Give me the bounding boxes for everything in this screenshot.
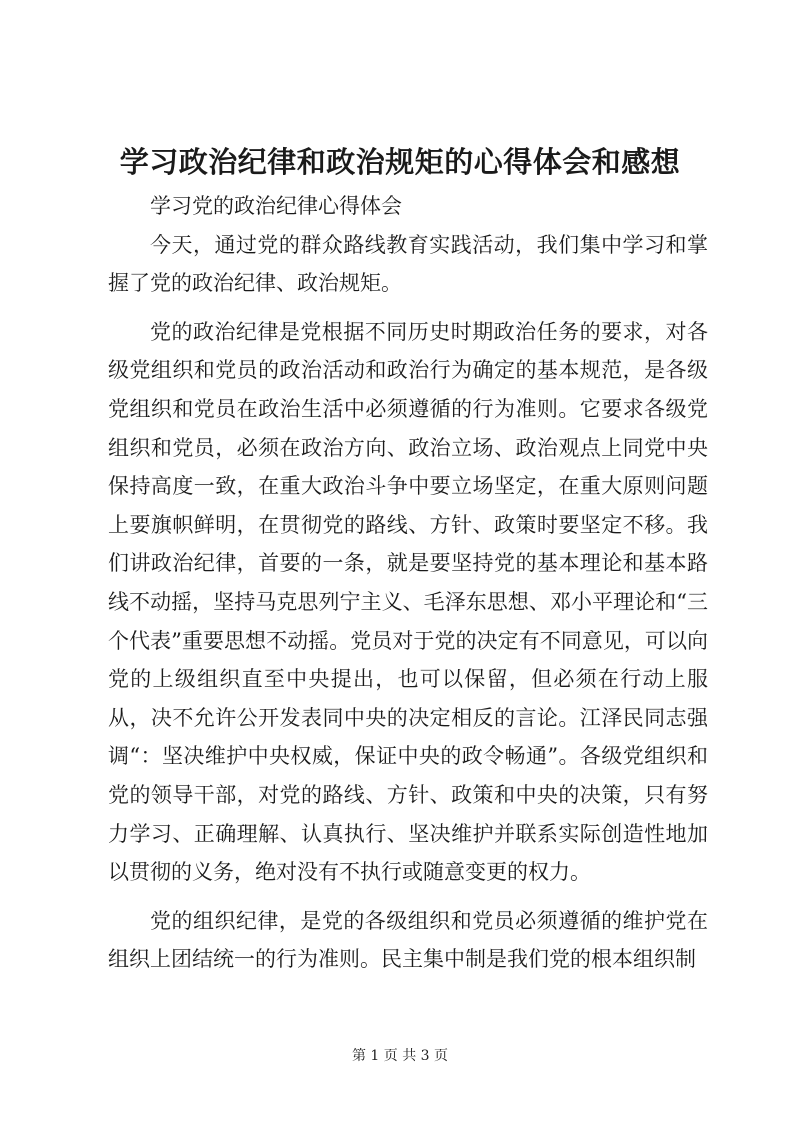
organizational-discipline-paragraph: 党的组织纪律，是党的各级组织和党员必须遵循的维护党在组织上团结统一的行为准则。民主集中制是我们党的根本组织制 bbox=[108, 908, 708, 972]
subtitle-paragraph: 学习党的政治纪律心得体会 bbox=[150, 194, 402, 218]
intro-paragraph: 今天，通过党的群众路线教育实践活动，我们集中学习和掌握了党的政治纪律、政治规矩。 bbox=[108, 232, 708, 296]
page-number: 第 1 页 共 3 页 bbox=[351, 1048, 449, 1064]
political-discipline-paragraph: 党的政治纪律是党根据不同历史时期政治任务的要求，对各级党组织和党员的政治活动和政治行为确定的基本规范，是各级党组织和党员在政治生活中必须遵循的行为准则。它要求各级党组织和党员，必须在政治方向、政治立场、政治观点上同党中央保持高度一致，在重大政治斗争中要立场坚定，在重大原则问题上要旗帜鲜明，在贯彻党的路线、方针、政策时要坚定不移。我们讲政治纪律，首要的一条，就是要坚持党的基本理论和基本路线不动摇，坚持马克思列宁主义、毛泽东思想、邓小平理论和“三个代表”重要思想不动摇。党员对于党的决定有不同意见，可以向党的上级组织直至中央提出，也可以保留，但必须在行动上服从，决不允许公开发表同中央的决定相反的言论。江泽民同志强调“：坚决维护中央权威，保证中央的政令畅通”。各级党组织和党的领导干部，对党的路线、方针、政策和中央的决策，只有努力学习、正确理解、认真执行、坚决维护并联系实际创造性地加以贯彻的义务，绝对没有不执行或随意变更的权力。 bbox=[108, 319, 708, 885]
document-title: 学习政治纪律和政治规矩的心得体会和感想 bbox=[119, 145, 681, 179]
document-body bbox=[108, 187, 708, 979]
